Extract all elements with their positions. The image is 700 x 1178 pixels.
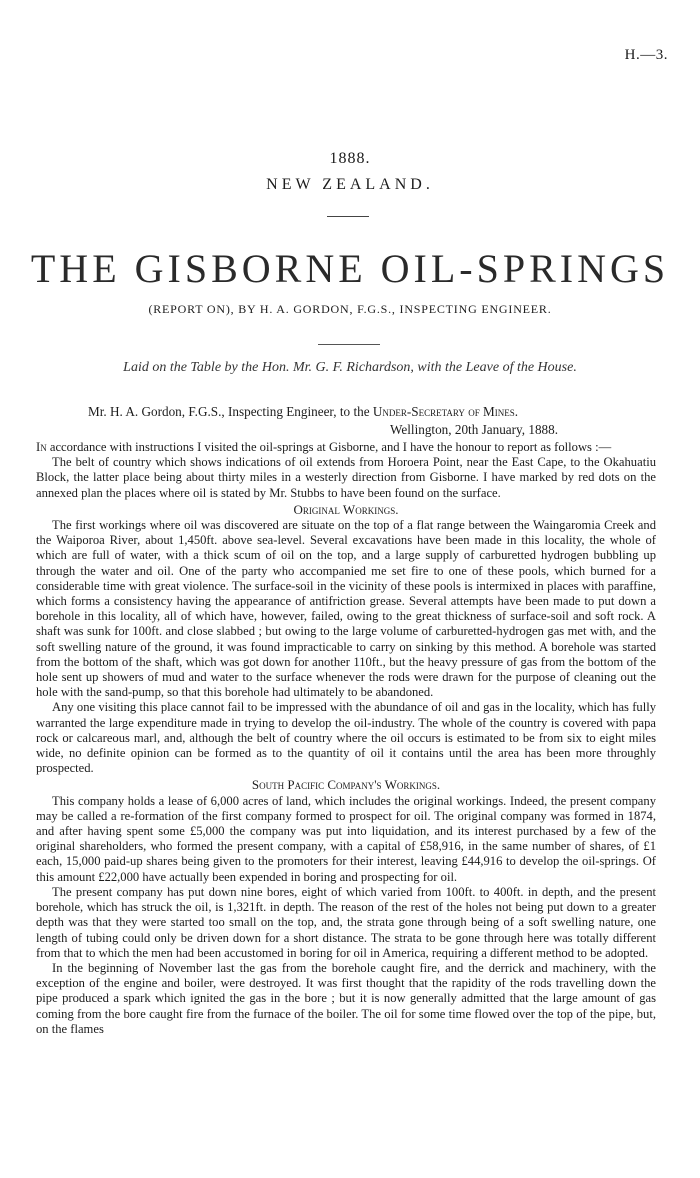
paragraph-lead: In	[36, 440, 47, 454]
page-title: THE GISBORNE OIL-SPRINGS	[30, 246, 670, 291]
paragraph-text: accordance with instructions I visited the oil-springs at Gisborne, and I have the honour to report as follows :—	[46, 440, 612, 454]
letter-heading-end: .	[514, 404, 519, 419]
divider	[327, 216, 369, 217]
letter-from-name: Mr. H. A. Gordon	[88, 404, 182, 419]
dateline: Wellington, 20th January, 1888.	[390, 422, 559, 437]
paragraph: This company holds a lease of 6,000 acres of land, which includes the original workings. Indeed, the present company may be called a re-formation of the first company formed to prospect for oil. The original company was formed in 1874, and after having spent some £5,000 the company was put into liquidation, and its interest purchased by a few of the original shareholders, who formed the present company, with a capital of £58,916, in the same number of shares, of £1 each, 15,000 paid-up shares being given to the promoters for their interest, leaving £44,916 to develop the oil-springs. Of this amount £22,000 have actually been expended in boring and prospecting for oil.	[36, 793, 656, 884]
laid-on-table-note: Laid on the Table by the Hon. Mr. G. F. Richardson, with the Leave of the House.	[123, 360, 577, 375]
report-body	[36, 440, 656, 1037]
paragraph: The belt of country which shows indications of oil extends from Horoera Point, near the East Cape, to the Okahuatiu Block, the latter place being about thirty miles in a westerly direction from Gisborne. I have marked by red dots on the annexed plan the places where oil is stated by Mr. Stubbs to have been found on the surface.	[36, 455, 656, 500]
paragraph	[36, 440, 656, 455]
year: 1888.	[329, 150, 371, 167]
section-heading: Original Workings.	[293, 501, 399, 517]
paragraph: The present company has put down nine bores, eight of which varied from 100ft. to 400ft. in depth, and the present borehole, which has struck the oil, is 1,321ft. in depth. The reason of the rest of the holes not being put down to a greater depth was that they were started too small on the top, and, the strata gone through being of a soft swelling nature, one length of tubing could only be driven down for a short distance. The strata to be gone through here was totally different from that to which the men had been accustomed in boring for oil in America, requiring a different method to be adopted.	[36, 884, 656, 960]
letter-heading	[88, 404, 518, 420]
subtitle: (REPORT ON), BY H. A. GORDON, F.G.S., INSPECTING ENGINEER.	[148, 302, 552, 316]
country: NEW ZEALAND.	[266, 176, 434, 193]
paragraph: The first workings where oil was discovered are situate on the top of a flat range between the Waingaromia Creek and the Waiporoa River, about 1,450ft. above sea-level. Several excavations have been made in this locality, the whole of which are full of water, with a thick scum of oil on the top, and a large supply of carburetted hydrogen bubbling up through the water and oil. One of the party who accompanied me set fire to one of these pools, which burned for a considerable time with great violence. The surface-soil in the vicinity of these pools is intermixed in places with paraffine, which forms a consistency having the appearance of antifriction grease. Several attempts have been made to put down a borehole in this locality, all of which have, however, failed, owing to the great thickness of surface-soil and soft rock. A shaft was sunk for 100ft. and close slabbed ; but owing to the large volume of carburetted-hydrogen gas met with, and the soft swelling nature of the ground, it was found impracticable to carry on sinking by this method. A borehole was started from the bottom of the shaft, which was got down for another 110ft., but the heavy pressure of gas from the bottom of the hole sent up showers of mud and water to the surface whenever the rods were drawn for the purpose of cleaning out the hole with the sand-pump, so that this borehole had ultimately to be abandoned.	[36, 518, 656, 700]
divider	[318, 344, 380, 345]
section-heading: South Pacific Company's Workings.	[251, 777, 441, 793]
paragraph: Any one visiting this place cannot fail to be impressed with the abundance of oil and gas in the locality, which has fully warranted the large expenditure made in trying to develop the oil-industry. The whole of the country is covered with papa rock or calcareous marl, and, although the belt of country where the oil occurs is estimated to be from six to eight miles wide, no definite opinion can be formed as to the quantity of oil it contains until the area has been more throughly prospected.	[36, 700, 656, 776]
letter-recipient: Under-Secretary of Mines	[372, 404, 515, 419]
paragraph: In the beginning of November last the gas from the borehole caught fire, and the derrick and machinery, with the exception of the engine and boiler, were destroyed. It was first thought that the rapidity of the rods travelling down the pipe produced a spark which ignited the gas in the bore ; but it is now generally admitted that the large amount of gas coming from the bore caught fire from the furnace of the boiler. The oil for some time flowed over the top of the pipe, but, on the flames	[36, 960, 656, 1036]
letter-from-rest: , F.G.S., Inspecting Engineer, to the	[181, 404, 373, 419]
paper-reference: H.—3.	[624, 47, 668, 63]
